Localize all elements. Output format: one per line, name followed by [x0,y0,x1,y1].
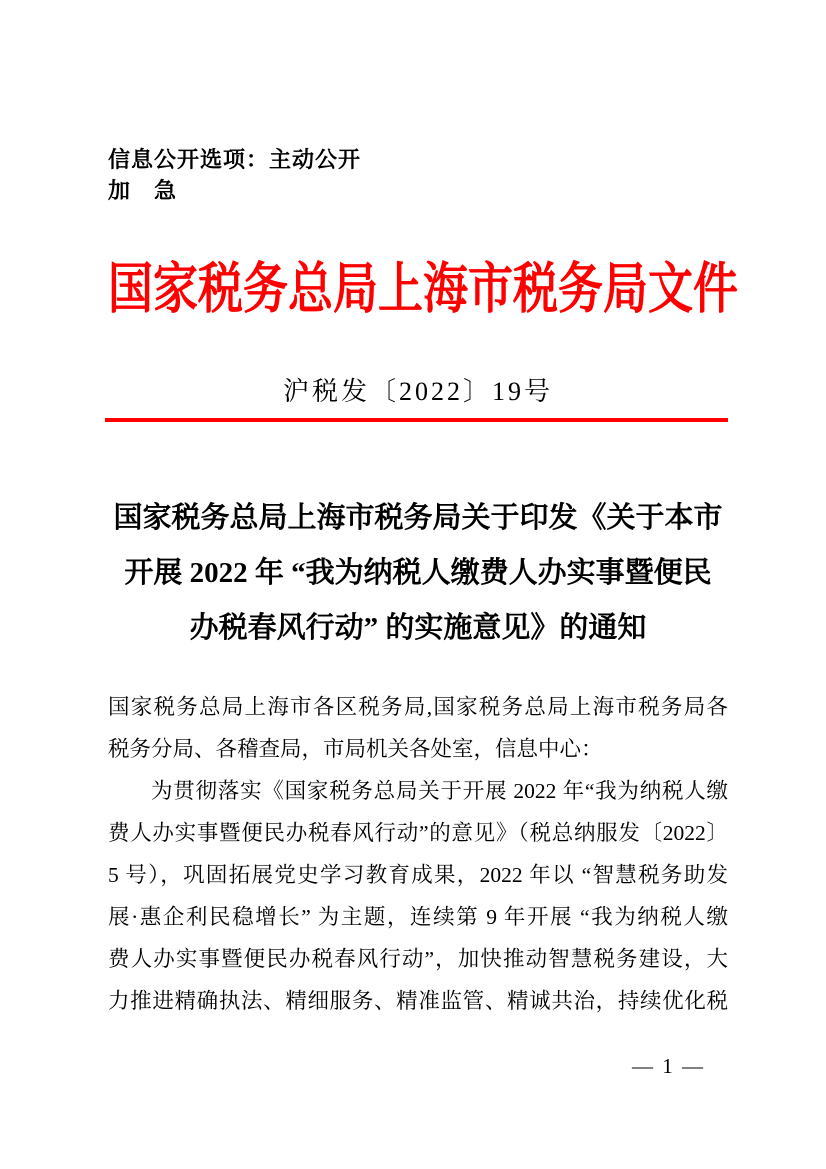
body-line: 费人办实事暨便民办税春风行动”，加快推动智慧税务建设，大 [108,947,728,971]
document-content [108,0,739,1022]
heading-line: 办税春风行动” 的实施意见》的通知 [189,612,647,644]
body-line: 费人办实事暨便民办税春风行动”的意见》（税总纳服发〔2022〕 [108,821,728,845]
body-line: 力推进精确执法、精细服务、精准监管、精诚共治，持续优化税 [108,989,728,1013]
body-line: 5 号），巩固拓展党史学习教育成果，2022 年以 “智慧税务助发 [108,863,728,887]
page-number: — 1 — [632,1054,705,1078]
body-line: 税务分局、各稽查局，市局机关各处室，信息中心： [108,737,603,761]
document-number: 沪税发〔2022〕19号 [282,377,553,406]
urgency-label: 加 急 [108,178,178,203]
publicity-option-label: 信息公开选项：主动公开 [108,147,362,172]
body-line: 国家税务总局上海市各区税务局,国家税务总局上海市税务局各 [108,695,728,719]
letterhead-rule [105,418,728,422]
document-heading [108,491,728,656]
body-line: 展·惠企利民稳增长” 为主题，连续第 9 年开展 “我为纳税人缴 [108,905,728,929]
body-line: 为贯彻落实《国家税务总局关于开展 2022 年“我为纳税人缴 [151,779,728,803]
body-text [108,686,728,1022]
heading-line: 开展 2022 年 “我为纳税人缴费人办实事暨便民 [124,557,712,589]
meta-block [108,0,728,206]
letterhead-title: 国家税务总局上海市税务局文件 [108,258,739,320]
heading-line: 国家税务总局上海市税务局关于印发《关于本市 [113,502,723,534]
